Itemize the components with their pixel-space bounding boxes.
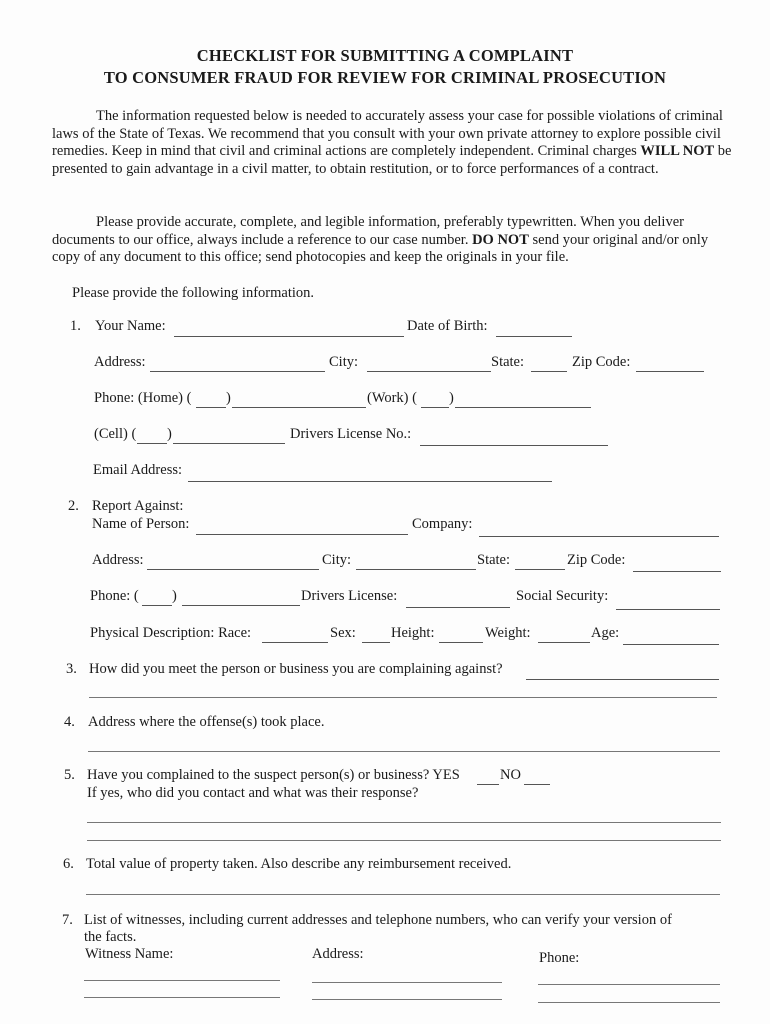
para2-text-a: Please provide accurate, complete, and legible information, preferably typewritten. When you deliver documents to our office, always include a reference to our case number. (52, 214, 684, 248)
s2-city-label: City: (322, 552, 352, 568)
phone-work-area-field[interactable] (421, 407, 449, 408)
title-line-2: TO CONSUMER FRAUD FOR REVIEW FOR CRIMINAL PROSECUTION (103, 68, 667, 87)
s1-row-address (0, 354, 770, 376)
email-field[interactable] (188, 481, 552, 482)
weight-label: Weight: (485, 625, 531, 641)
s2-city-field[interactable] (356, 569, 476, 570)
s1-row-cell (0, 426, 770, 448)
phone-home-area-field[interactable] (196, 407, 226, 408)
phone-home-field[interactable] (232, 407, 366, 408)
s3-question: How did you meet the person or business you are complaining against? (89, 661, 503, 677)
age-label: Age: (591, 625, 620, 641)
s2-state-field[interactable] (515, 569, 565, 570)
s2-phone-paren: ) (172, 588, 177, 604)
witness-phone-header: Phone: (539, 950, 580, 966)
cell-label: (Cell) ( (94, 426, 137, 442)
drivers-license-field[interactable] (420, 445, 608, 446)
race-field[interactable] (262, 642, 328, 643)
para1-text-b: be presented to gain advantage in a civil matter, to obtain restitution, or to force performances of a contract. (52, 143, 732, 177)
s3-number: 3. (66, 661, 77, 677)
s6-row (0, 856, 770, 878)
s6-question: Total value of property taken. Also describe any reimbursement received. (86, 856, 512, 872)
s2-phone-field[interactable] (182, 605, 300, 606)
s2-address-label: Address: (92, 552, 144, 568)
phone-work-field[interactable] (455, 407, 591, 408)
instructions-line: Please provide the following information. (72, 285, 315, 301)
s5-no-label: NO (500, 767, 521, 783)
company-label: Company: (412, 516, 473, 532)
witness-phone-line-2[interactable] (538, 1002, 720, 1003)
s2-name-field[interactable] (196, 534, 408, 535)
cell-paren: ) (167, 426, 172, 442)
city-field[interactable] (367, 371, 491, 372)
s2-dl-label: Drivers License: (301, 588, 398, 604)
zip-label: Zip Code: (572, 354, 631, 370)
para1-bold: WILL NOT (640, 143, 715, 159)
race-label: Physical Description: Race: (90, 625, 252, 641)
s4-row (0, 714, 770, 736)
s2-state-label: State: (477, 552, 511, 568)
s4-answer-line[interactable] (88, 751, 720, 752)
phone-work-paren: ) (449, 390, 454, 406)
ssn-label: Social Security: (516, 588, 609, 604)
witness-address-header: Address: (312, 946, 364, 962)
s3-row (0, 661, 770, 683)
state-label: State: (491, 354, 525, 370)
zip-field[interactable] (636, 371, 704, 372)
drivers-license-label: Drivers License No.: (290, 426, 412, 442)
sex-field[interactable] (362, 642, 390, 643)
s2-zip-field[interactable] (633, 571, 721, 572)
s3-answer-line-2[interactable] (89, 697, 717, 698)
s4-number: 4. (64, 714, 75, 730)
s2-row-description (0, 625, 770, 647)
witness-address-line-1[interactable] (312, 982, 502, 983)
s5-question: Have you complained to the suspect person(s) or business? YES (87, 767, 460, 783)
s5-answer-line-1[interactable] (87, 822, 721, 823)
height-field[interactable] (439, 642, 483, 643)
s2-row-address (0, 552, 770, 574)
witness-name-line-2[interactable] (84, 997, 280, 998)
s2-dl-field[interactable] (406, 607, 510, 608)
s2-name-label: Name of Person: (92, 516, 190, 532)
s6-number: 6. (63, 856, 74, 872)
witness-phone-line-1[interactable] (538, 984, 720, 985)
your-name-label: Your Name: (95, 318, 166, 334)
s7-number: 7. (62, 912, 73, 928)
s1-row-name (0, 318, 770, 340)
dob-field[interactable] (496, 336, 572, 337)
witness-name-line-1[interactable] (84, 980, 280, 981)
intro-paragraph-1 (52, 108, 732, 178)
s1-row-email (0, 462, 770, 484)
s7-row-headers (0, 946, 770, 968)
s4-question: Address where the offense(s) took place. (88, 714, 325, 730)
report-against-label: Report Against: (92, 498, 184, 514)
cell-area-field[interactable] (137, 443, 167, 444)
s2-address-field[interactable] (147, 569, 319, 570)
witness-name-header: Witness Name: (85, 946, 174, 962)
para2-text-b: send your original and/or only copy of any document to this office; send photocopies and keep the originals in your file. (52, 231, 709, 265)
cell-field[interactable] (173, 443, 285, 444)
phone-home-paren: ) (226, 390, 231, 406)
intro-paragraph-2 (52, 214, 732, 267)
address-label: Address: (94, 354, 146, 370)
city-label: City: (329, 354, 359, 370)
s7-question: List of witnesses, including current addresses and telephone numbers, who can verify your version of (84, 912, 672, 928)
s6-answer-line[interactable] (86, 894, 720, 895)
s5-answer-line-2[interactable] (87, 840, 721, 841)
ssn-field[interactable] (616, 609, 720, 610)
s2-number: 2. (68, 498, 79, 514)
s1-row-phone (0, 390, 770, 412)
weight-field[interactable] (538, 642, 590, 643)
s2-row-name (0, 516, 770, 538)
s3-answer-field[interactable] (526, 679, 719, 680)
age-field[interactable] (623, 644, 719, 645)
dob-label: Date of Birth: (407, 318, 488, 334)
witness-address-line-2[interactable] (312, 999, 502, 1000)
your-name-field[interactable] (174, 336, 404, 337)
s2-phone-area-field[interactable] (142, 605, 172, 606)
address-field[interactable] (150, 371, 325, 372)
s7-question-cont: the facts. (84, 929, 137, 945)
state-field[interactable] (531, 371, 567, 372)
sex-label: Sex: (330, 625, 356, 641)
phone-home-label: Phone: (Home) ( (94, 390, 192, 406)
s5-row-followup (0, 785, 770, 807)
height-label: Height: (391, 625, 435, 641)
s2-row-phone (0, 588, 770, 610)
s1-number: 1. (70, 318, 81, 334)
para2-bold: DO NOT (472, 231, 529, 248)
s2-zip-label: Zip Code: (567, 552, 626, 568)
email-label: Email Address: (93, 462, 183, 478)
s5-followup-question: If yes, who did you contact and what was their response? (87, 785, 419, 801)
s2-phone-label: Phone: ( (90, 588, 139, 604)
title-line-1: CHECKLIST FOR SUBMITTING A COMPLAINT (196, 46, 574, 65)
s5-number: 5. (64, 767, 75, 783)
phone-work-label: (Work) ( (367, 390, 417, 406)
para1-text-a: The information requested below is needed to accurately assess your case for possible violations of criminal laws of the State of Texas. We recommend that you consult with your own private attorney to explore possible civil remedies. Keep in mind that civil and criminal actions are completely independent. Criminal charges (52, 108, 723, 159)
company-field[interactable] (479, 536, 719, 537)
